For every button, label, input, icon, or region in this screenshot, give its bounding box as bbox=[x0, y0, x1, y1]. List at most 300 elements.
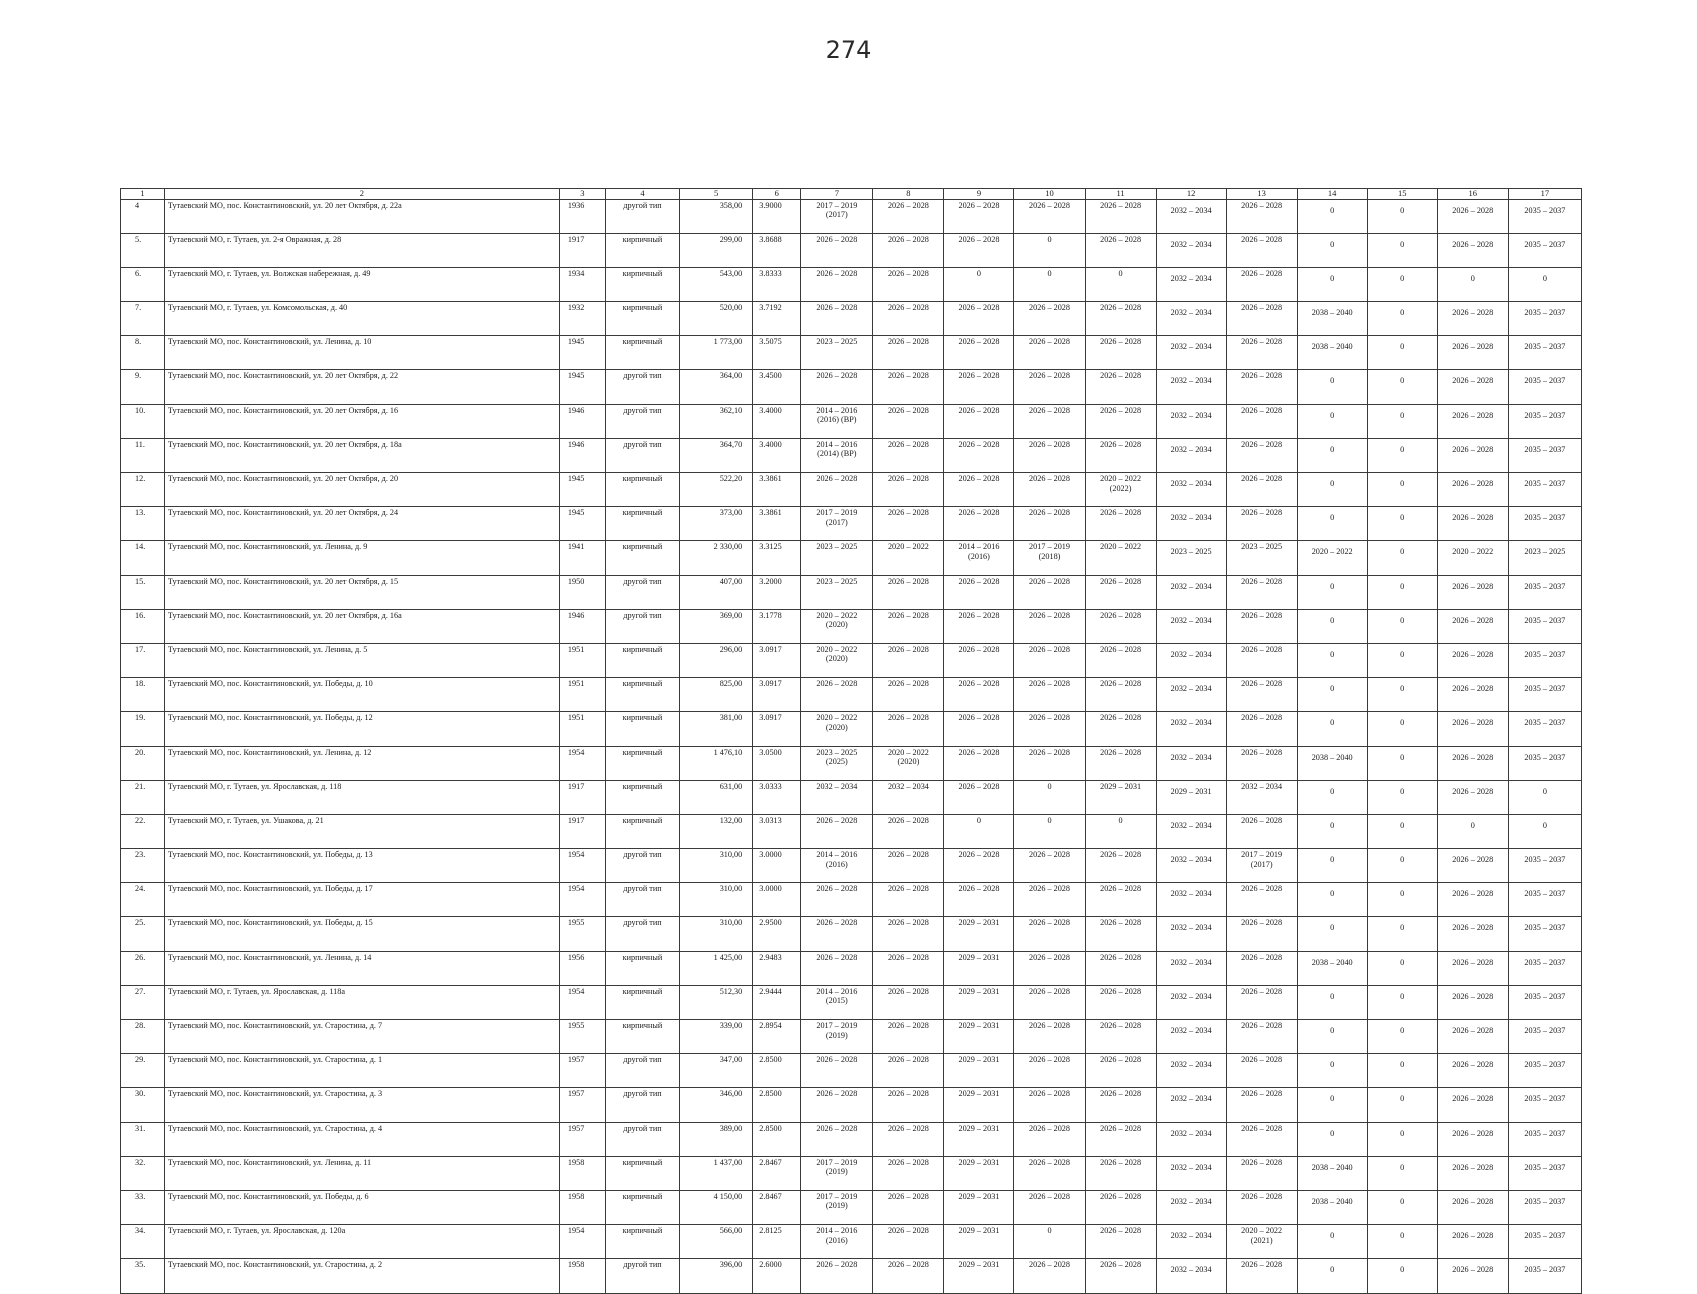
cell-col-17 bbox=[1508, 336, 1581, 370]
cell-text: 2026 – 2028 bbox=[1029, 747, 1070, 757]
cell-text: 0 bbox=[1400, 581, 1405, 591]
cell-col-15 bbox=[1367, 302, 1437, 336]
cell-col-17 bbox=[1508, 814, 1581, 848]
cell-line-2: (2022) bbox=[1109, 483, 1132, 493]
cell-text: 2026 – 2028 bbox=[887, 918, 929, 928]
cell-text: 0 bbox=[1330, 1026, 1335, 1035]
cell-col-3 bbox=[559, 233, 605, 267]
cell-text: 339,00 bbox=[719, 1021, 743, 1030]
cell-col-11 bbox=[1085, 1225, 1156, 1259]
cell-col-2 bbox=[164, 678, 559, 712]
table-row bbox=[121, 473, 1582, 507]
cell-text: 2.6000 bbox=[759, 1260, 782, 1270]
cell-text: 2026 – 2028 bbox=[887, 337, 929, 347]
cell-col-8 bbox=[873, 609, 944, 643]
cell-col-8 bbox=[873, 849, 944, 883]
cell-col-10 bbox=[1014, 404, 1085, 438]
cell-col-13 bbox=[1226, 438, 1297, 472]
cell-line-1: 2017 – 2019 bbox=[816, 200, 858, 210]
cell-col-14 bbox=[1297, 1122, 1367, 1156]
table-row bbox=[121, 199, 1582, 233]
cell-col-8 bbox=[873, 507, 944, 541]
cell-col-11 bbox=[1085, 609, 1156, 643]
cell-col-7 bbox=[801, 438, 873, 472]
table-row bbox=[121, 643, 1582, 677]
cell-text: 2026 – 2028 bbox=[1241, 644, 1283, 654]
cell-col-5 bbox=[680, 575, 753, 609]
cell-text: 0 bbox=[1330, 855, 1335, 865]
cell-text: 2032 – 2034 bbox=[1170, 308, 1212, 318]
cell-line-2: (2016) bbox=[825, 1235, 848, 1245]
cell-col-4 bbox=[605, 302, 679, 336]
cell-col-10 bbox=[1014, 575, 1085, 609]
cell-col-10 bbox=[1014, 746, 1085, 780]
cell-col-2 bbox=[164, 575, 559, 609]
cell-text: 2026 – 2028 bbox=[1241, 952, 1283, 962]
cell-col-1 bbox=[121, 849, 165, 883]
cell-text: Тутаевский МО, пос. Константиновский, ул. Победы, д. 10 bbox=[167, 679, 373, 689]
cell-text: 296,00 bbox=[719, 644, 743, 654]
cell-col-8 bbox=[873, 951, 944, 985]
cell-col-10 bbox=[1014, 473, 1085, 507]
table-row bbox=[121, 849, 1582, 883]
cell-line-2: (2020) bbox=[825, 654, 848, 664]
cell-text: 299,00 bbox=[719, 234, 743, 244]
table-row bbox=[121, 1259, 1582, 1293]
cell-col-10 bbox=[1014, 951, 1085, 985]
cell-text: 0 bbox=[1400, 410, 1405, 420]
cell-col-9 bbox=[944, 849, 1014, 883]
cell-line-1: 2026 – 2028 bbox=[1100, 884, 1142, 894]
cell-col-14 bbox=[1297, 1156, 1367, 1190]
cell-text: 3.0917 bbox=[759, 713, 782, 723]
cell-text: 1954 bbox=[567, 850, 585, 860]
cell-col-4 bbox=[605, 1225, 679, 1259]
cell-col-13 bbox=[1226, 883, 1297, 917]
cell-text: 2029 – 2031 bbox=[958, 1226, 1000, 1236]
cell-text: 2026 – 2028 bbox=[1452, 1060, 1494, 1070]
table-row bbox=[121, 404, 1582, 438]
cell-text: 2026 – 2028 bbox=[958, 303, 1000, 313]
cell-col-14 bbox=[1297, 302, 1367, 336]
cell-col-15 bbox=[1367, 814, 1437, 848]
cell-col-13 bbox=[1226, 1088, 1297, 1122]
cell-col-3 bbox=[559, 1020, 605, 1054]
cell-col-16 bbox=[1437, 643, 1508, 677]
cell-col-12 bbox=[1156, 985, 1226, 1019]
cell-col-7 bbox=[801, 1054, 873, 1088]
cell-col-12 bbox=[1156, 643, 1226, 677]
cell-col-5 bbox=[680, 780, 753, 814]
cell-col-6 bbox=[753, 1054, 801, 1088]
cell-text: 1954 bbox=[567, 1226, 585, 1236]
cell-col-8 bbox=[873, 199, 944, 233]
cell-col-15 bbox=[1367, 1259, 1437, 1293]
cell-text: 0 bbox=[1400, 786, 1405, 796]
cell-col-6 bbox=[753, 473, 801, 507]
cell-col-10 bbox=[1014, 1225, 1085, 1259]
cell-col-3 bbox=[559, 370, 605, 404]
cell-text: 0 bbox=[1330, 581, 1335, 591]
cell-col-17 bbox=[1508, 404, 1581, 438]
cell-text: 2032 – 2034 bbox=[1170, 479, 1212, 488]
cell-col-11 bbox=[1085, 302, 1156, 336]
table-row bbox=[121, 609, 1582, 643]
cell-text: 1917 bbox=[567, 234, 585, 244]
cell-col-12 bbox=[1156, 302, 1226, 336]
cell-text: 0 bbox=[1470, 273, 1475, 283]
cell-col-1 bbox=[121, 507, 165, 541]
cell-text: 2026 – 2028 bbox=[887, 1055, 929, 1065]
cell-col-16 bbox=[1437, 575, 1508, 609]
cell-text: 2026 – 2028 bbox=[1452, 410, 1494, 420]
cell-col-4 bbox=[605, 849, 679, 883]
cell-col-8 bbox=[873, 1054, 944, 1088]
cell-text: 3.9000 bbox=[759, 200, 782, 210]
column-number-11: 11 bbox=[1085, 189, 1156, 200]
cell-col-3 bbox=[559, 1190, 605, 1224]
cell-col-13 bbox=[1226, 951, 1297, 985]
cell-text: 2026 – 2028 bbox=[887, 474, 929, 483]
cell-col-17 bbox=[1508, 1088, 1581, 1122]
cell-text: 2026 – 2028 bbox=[958, 200, 1000, 210]
cell-col-15 bbox=[1367, 609, 1437, 643]
table-row bbox=[121, 712, 1582, 746]
cell-col-17 bbox=[1508, 883, 1581, 917]
cell-text: 2026 – 2028 bbox=[1452, 342, 1494, 352]
cell-col-2 bbox=[164, 199, 559, 233]
cell-text: 0 bbox=[1330, 1128, 1335, 1138]
cell-col-16 bbox=[1437, 336, 1508, 370]
cell-text: 2038 – 2040 bbox=[1311, 752, 1353, 762]
cell-text: 2026 – 2028 bbox=[887, 1191, 929, 1201]
cell-text: 1955 bbox=[567, 1021, 585, 1030]
cell-text: 0 bbox=[1047, 815, 1052, 825]
cell-text: другой тип bbox=[623, 1260, 662, 1270]
cell-col-4 bbox=[605, 199, 679, 233]
cell-text: Тутаевский МО, пос. Константиновский, ул. Старостина, д. 1 bbox=[167, 1055, 383, 1065]
cell-text: 2035 – 2037 bbox=[1524, 1196, 1566, 1206]
cell-col-6 bbox=[753, 643, 801, 677]
cell-line-1: 2026 – 2028 bbox=[1100, 1260, 1142, 1270]
cell-text: Тутаевский МО, пос. Константиновский, ул. Победы, д. 12 bbox=[167, 713, 373, 723]
cell-col-3 bbox=[559, 1259, 605, 1293]
cell-col-1 bbox=[121, 985, 165, 1019]
cell-col-2 bbox=[164, 233, 559, 267]
cell-text: 2026 – 2028 bbox=[1241, 268, 1283, 278]
cell-col-2 bbox=[164, 1190, 559, 1224]
cell-col-2 bbox=[164, 712, 559, 746]
cell-col-13 bbox=[1226, 609, 1297, 643]
cell-col-8 bbox=[873, 404, 944, 438]
cell-col-4 bbox=[605, 541, 679, 575]
cell-col-13 bbox=[1226, 541, 1297, 575]
cell-line-1: 2026 – 2028 bbox=[1100, 918, 1142, 928]
cell-text: 2026 – 2028 bbox=[1029, 474, 1070, 483]
cell-text: кирпичный bbox=[622, 747, 663, 757]
cell-col-16 bbox=[1437, 267, 1508, 301]
cell-col-10 bbox=[1014, 917, 1085, 951]
cell-col-9 bbox=[944, 233, 1014, 267]
cell-text: 2029 – 2031 bbox=[958, 1089, 1000, 1099]
cell-col-7 bbox=[801, 404, 873, 438]
cell-line-1: 2026 – 2028 bbox=[1100, 850, 1142, 860]
cell-col-5 bbox=[680, 541, 753, 575]
column-number-7: 7 bbox=[801, 189, 873, 200]
cell-col-14 bbox=[1297, 780, 1367, 814]
cell-text: Тутаевский МО, пос. Константиновский, ул. 20 лет Октября, д. 24 bbox=[167, 508, 399, 518]
cell-col-17 bbox=[1508, 473, 1581, 507]
cell-col-8 bbox=[873, 1156, 944, 1190]
cell-col-10 bbox=[1014, 609, 1085, 643]
cell-text: 2029 – 2031 bbox=[958, 1260, 1000, 1270]
cell-col-2 bbox=[164, 1122, 559, 1156]
cell-col-8 bbox=[873, 712, 944, 746]
table-row bbox=[121, 507, 1582, 541]
cell-line-1: 2026 – 2028 bbox=[1100, 200, 1142, 210]
cell-text: 0 bbox=[1330, 444, 1335, 454]
cell-text: 2026 – 2028 bbox=[1452, 376, 1494, 386]
cell-col-14 bbox=[1297, 883, 1367, 917]
cell-col-9 bbox=[944, 370, 1014, 404]
cell-col-1 bbox=[121, 404, 165, 438]
cell-col-9 bbox=[944, 1020, 1014, 1054]
cell-col-16 bbox=[1437, 1122, 1508, 1156]
table-row bbox=[121, 1225, 1582, 1259]
cell-text: 0 bbox=[1400, 1060, 1405, 1070]
cell-col-16 bbox=[1437, 233, 1508, 267]
cell-text: 2035 – 2037 bbox=[1524, 752, 1566, 762]
cell-col-7 bbox=[801, 575, 873, 609]
cell-col-2 bbox=[164, 1088, 559, 1122]
cell-col-10 bbox=[1014, 370, 1085, 404]
cell-text: 2026 – 2028 bbox=[958, 850, 1000, 860]
cell-text: 2026 – 2028 bbox=[958, 884, 1000, 894]
cell-text: другой тип bbox=[623, 405, 662, 415]
cell-text: 29. bbox=[135, 1055, 146, 1065]
cell-col-12 bbox=[1156, 780, 1226, 814]
cell-text: 0 bbox=[1330, 718, 1335, 728]
cell-col-14 bbox=[1297, 814, 1367, 848]
cell-col-11 bbox=[1085, 473, 1156, 507]
cell-text: 2029 – 2031 bbox=[958, 918, 1000, 928]
cell-text: 2026 – 2028 bbox=[1241, 337, 1283, 347]
column-number-12: 12 bbox=[1156, 189, 1226, 200]
cell-text: 1951 bbox=[567, 644, 585, 654]
cell-col-4 bbox=[605, 575, 679, 609]
cell-col-11 bbox=[1085, 1020, 1156, 1054]
column-number-1: 1 bbox=[121, 189, 165, 200]
cell-text: 2035 – 2037 bbox=[1524, 513, 1566, 523]
cell-col-11 bbox=[1085, 712, 1156, 746]
cell-text: Тутаевский МО, г. Тутаев, ул. Волжская набережная, д. 49 bbox=[167, 268, 371, 278]
cell-col-1 bbox=[121, 746, 165, 780]
cell-text: кирпичный bbox=[622, 1157, 663, 1167]
cell-text: 2029 – 2031 bbox=[958, 1055, 1000, 1065]
cell-text: 2035 – 2037 bbox=[1524, 376, 1566, 386]
cell-text: 1 425,00 bbox=[713, 952, 743, 962]
cell-col-15 bbox=[1367, 1054, 1437, 1088]
cell-col-13 bbox=[1226, 1259, 1297, 1293]
cell-col-7 bbox=[801, 814, 873, 848]
cell-col-9 bbox=[944, 404, 1014, 438]
cell-col-12 bbox=[1156, 678, 1226, 712]
cell-col-10 bbox=[1014, 1020, 1085, 1054]
cell-line-2: (2015) bbox=[825, 996, 848, 1006]
cell-col-6 bbox=[753, 951, 801, 985]
cell-col-7 bbox=[801, 609, 873, 643]
cell-col-16 bbox=[1437, 199, 1508, 233]
cell-col-1 bbox=[121, 336, 165, 370]
cell-text: кирпичный bbox=[622, 234, 663, 244]
cell-text: 0 bbox=[1330, 273, 1335, 283]
cell-line-1: 2026 – 2028 bbox=[816, 268, 858, 278]
cell-text: Тутаевский МО, г. Тутаев, ул. Ушакова, д. 21 bbox=[167, 815, 324, 825]
cell-col-7 bbox=[801, 507, 873, 541]
cell-col-4 bbox=[605, 473, 679, 507]
cell-text: 2026 – 2028 bbox=[1241, 918, 1283, 928]
cell-text: 2035 – 2037 bbox=[1524, 649, 1566, 659]
cell-col-13 bbox=[1226, 814, 1297, 848]
cell-text: 2026 – 2028 bbox=[1029, 986, 1070, 996]
cell-text: 2026 – 2028 bbox=[958, 508, 1000, 518]
cell-col-14 bbox=[1297, 746, 1367, 780]
cell-col-7 bbox=[801, 883, 873, 917]
cell-col-7 bbox=[801, 302, 873, 336]
cell-text: 2032 – 2034 bbox=[1170, 581, 1212, 591]
cell-text: 5. bbox=[135, 234, 142, 244]
table-row bbox=[121, 814, 1582, 848]
cell-col-12 bbox=[1156, 233, 1226, 267]
cell-col-3 bbox=[559, 1225, 605, 1259]
cell-col-3 bbox=[559, 883, 605, 917]
cell-text: 2026 – 2028 bbox=[1452, 1026, 1494, 1035]
cell-col-4 bbox=[605, 1054, 679, 1088]
cell-col-10 bbox=[1014, 199, 1085, 233]
cell-text: кирпичный bbox=[622, 268, 663, 278]
cell-text: 2035 – 2037 bbox=[1524, 1128, 1566, 1138]
cell-text: 2014 – 2016 bbox=[958, 542, 1000, 552]
cell-col-5 bbox=[680, 473, 753, 507]
cell-text: 2029 – 2031 bbox=[958, 1191, 1000, 1201]
cell-text: Тутаевский МО, пос. Константиновский, ул. 20 лет Октября, д. 15 bbox=[167, 576, 399, 586]
cell-text: 18. bbox=[135, 679, 146, 689]
cell-col-1 bbox=[121, 917, 165, 951]
cell-text: 2026 – 2028 bbox=[1452, 752, 1494, 762]
cell-text: 0 bbox=[1047, 781, 1052, 791]
cell-text: 2023 – 2025 bbox=[1524, 547, 1566, 557]
cell-col-11 bbox=[1085, 849, 1156, 883]
cell-text: 0 bbox=[1400, 923, 1405, 933]
cell-col-7 bbox=[801, 1088, 873, 1122]
cell-col-12 bbox=[1156, 1190, 1226, 1224]
cell-line-1: 2026 – 2028 bbox=[1100, 610, 1142, 620]
cell-col-16 bbox=[1437, 780, 1508, 814]
cell-col-16 bbox=[1437, 883, 1508, 917]
cell-line-1: 2026 – 2028 bbox=[816, 1260, 858, 1270]
cell-text: 2026 – 2028 bbox=[1241, 439, 1283, 449]
cell-col-2 bbox=[164, 643, 559, 677]
cell-text: 25. bbox=[135, 918, 146, 928]
cell-line-1: 0 bbox=[1118, 815, 1123, 825]
cell-col-3 bbox=[559, 849, 605, 883]
cell-col-8 bbox=[873, 678, 944, 712]
cell-text: 2038 – 2040 bbox=[1311, 957, 1353, 967]
cell-text: 23. bbox=[135, 850, 146, 860]
cell-text: 2035 – 2037 bbox=[1524, 581, 1566, 591]
cell-col-2 bbox=[164, 267, 559, 301]
cell-col-12 bbox=[1156, 1054, 1226, 1088]
cell-col-6 bbox=[753, 814, 801, 848]
cell-text: 2026 – 2028 bbox=[958, 371, 1000, 381]
cell-text: Тутаевский МО, пос. Константиновский, ул. Ленина, д. 12 bbox=[167, 747, 372, 757]
cell-text: 0 bbox=[1400, 991, 1405, 1001]
column-number-2: 2 bbox=[164, 189, 559, 200]
cell-col-15 bbox=[1367, 1190, 1437, 1224]
cell-col-14 bbox=[1297, 473, 1367, 507]
cell-text: 0 bbox=[1400, 273, 1405, 283]
cell-col-1 bbox=[121, 643, 165, 677]
cell-text: 2026 – 2028 bbox=[887, 1226, 929, 1236]
cell-text: 2026 – 2028 bbox=[1452, 957, 1494, 967]
cell-col-15 bbox=[1367, 712, 1437, 746]
cell-text: 2026 – 2028 bbox=[1029, 1089, 1070, 1099]
cell-col-17 bbox=[1508, 233, 1581, 267]
cell-col-12 bbox=[1156, 917, 1226, 951]
cell-col-7 bbox=[801, 849, 873, 883]
cell-text: 2032 – 2034 bbox=[1170, 1026, 1212, 1035]
cell-text: 2026 – 2028 bbox=[958, 679, 1000, 689]
cell-col-9 bbox=[944, 507, 1014, 541]
cell-text: 1951 bbox=[567, 713, 585, 723]
cell-col-11 bbox=[1085, 746, 1156, 780]
cell-text: 2026 – 2028 bbox=[887, 986, 929, 996]
cell-col-1 bbox=[121, 712, 165, 746]
cell-col-11 bbox=[1085, 541, 1156, 575]
cell-col-9 bbox=[944, 951, 1014, 985]
cell-col-15 bbox=[1367, 473, 1437, 507]
cell-text: 2026 – 2028 bbox=[1241, 1055, 1283, 1065]
cell-text: 0 bbox=[1330, 1265, 1335, 1275]
cell-text: 1941 bbox=[567, 542, 585, 552]
cell-col-16 bbox=[1437, 302, 1508, 336]
cell-col-7 bbox=[801, 1020, 873, 1054]
column-number-17: 17 bbox=[1508, 189, 1581, 200]
cell-text: 2026 – 2028 bbox=[958, 474, 1000, 483]
cell-col-9 bbox=[944, 1259, 1014, 1293]
cell-text: 2020 – 2022 bbox=[1311, 547, 1353, 557]
cell-text: 2026 – 2028 bbox=[1241, 1260, 1283, 1270]
cell-col-13 bbox=[1226, 1122, 1297, 1156]
cell-col-6 bbox=[753, 1190, 801, 1224]
cell-text: Тутаевский МО, пос. Константиновский, ул. Ленина, д. 9 bbox=[167, 542, 368, 552]
cell-col-4 bbox=[605, 985, 679, 1019]
table-row bbox=[121, 302, 1582, 336]
cell-col-11 bbox=[1085, 507, 1156, 541]
cell-col-8 bbox=[873, 1259, 944, 1293]
cell-text: 2026 – 2028 bbox=[1452, 1231, 1494, 1241]
cell-col-10 bbox=[1014, 541, 1085, 575]
cell-text: 2032 – 2034 bbox=[1170, 1094, 1212, 1104]
cell-col-16 bbox=[1437, 1259, 1508, 1293]
cell-col-15 bbox=[1367, 267, 1437, 301]
cell-text: Тутаевский МО, г. Тутаев, ул. 2-я Овражная, д. 28 bbox=[167, 234, 342, 244]
cell-col-2 bbox=[164, 780, 559, 814]
cell-line-1: 2026 – 2028 bbox=[816, 679, 858, 689]
cell-col-5 bbox=[680, 849, 753, 883]
cell-text: 2026 – 2028 bbox=[887, 644, 929, 654]
cell-text: 31. bbox=[135, 1123, 146, 1133]
